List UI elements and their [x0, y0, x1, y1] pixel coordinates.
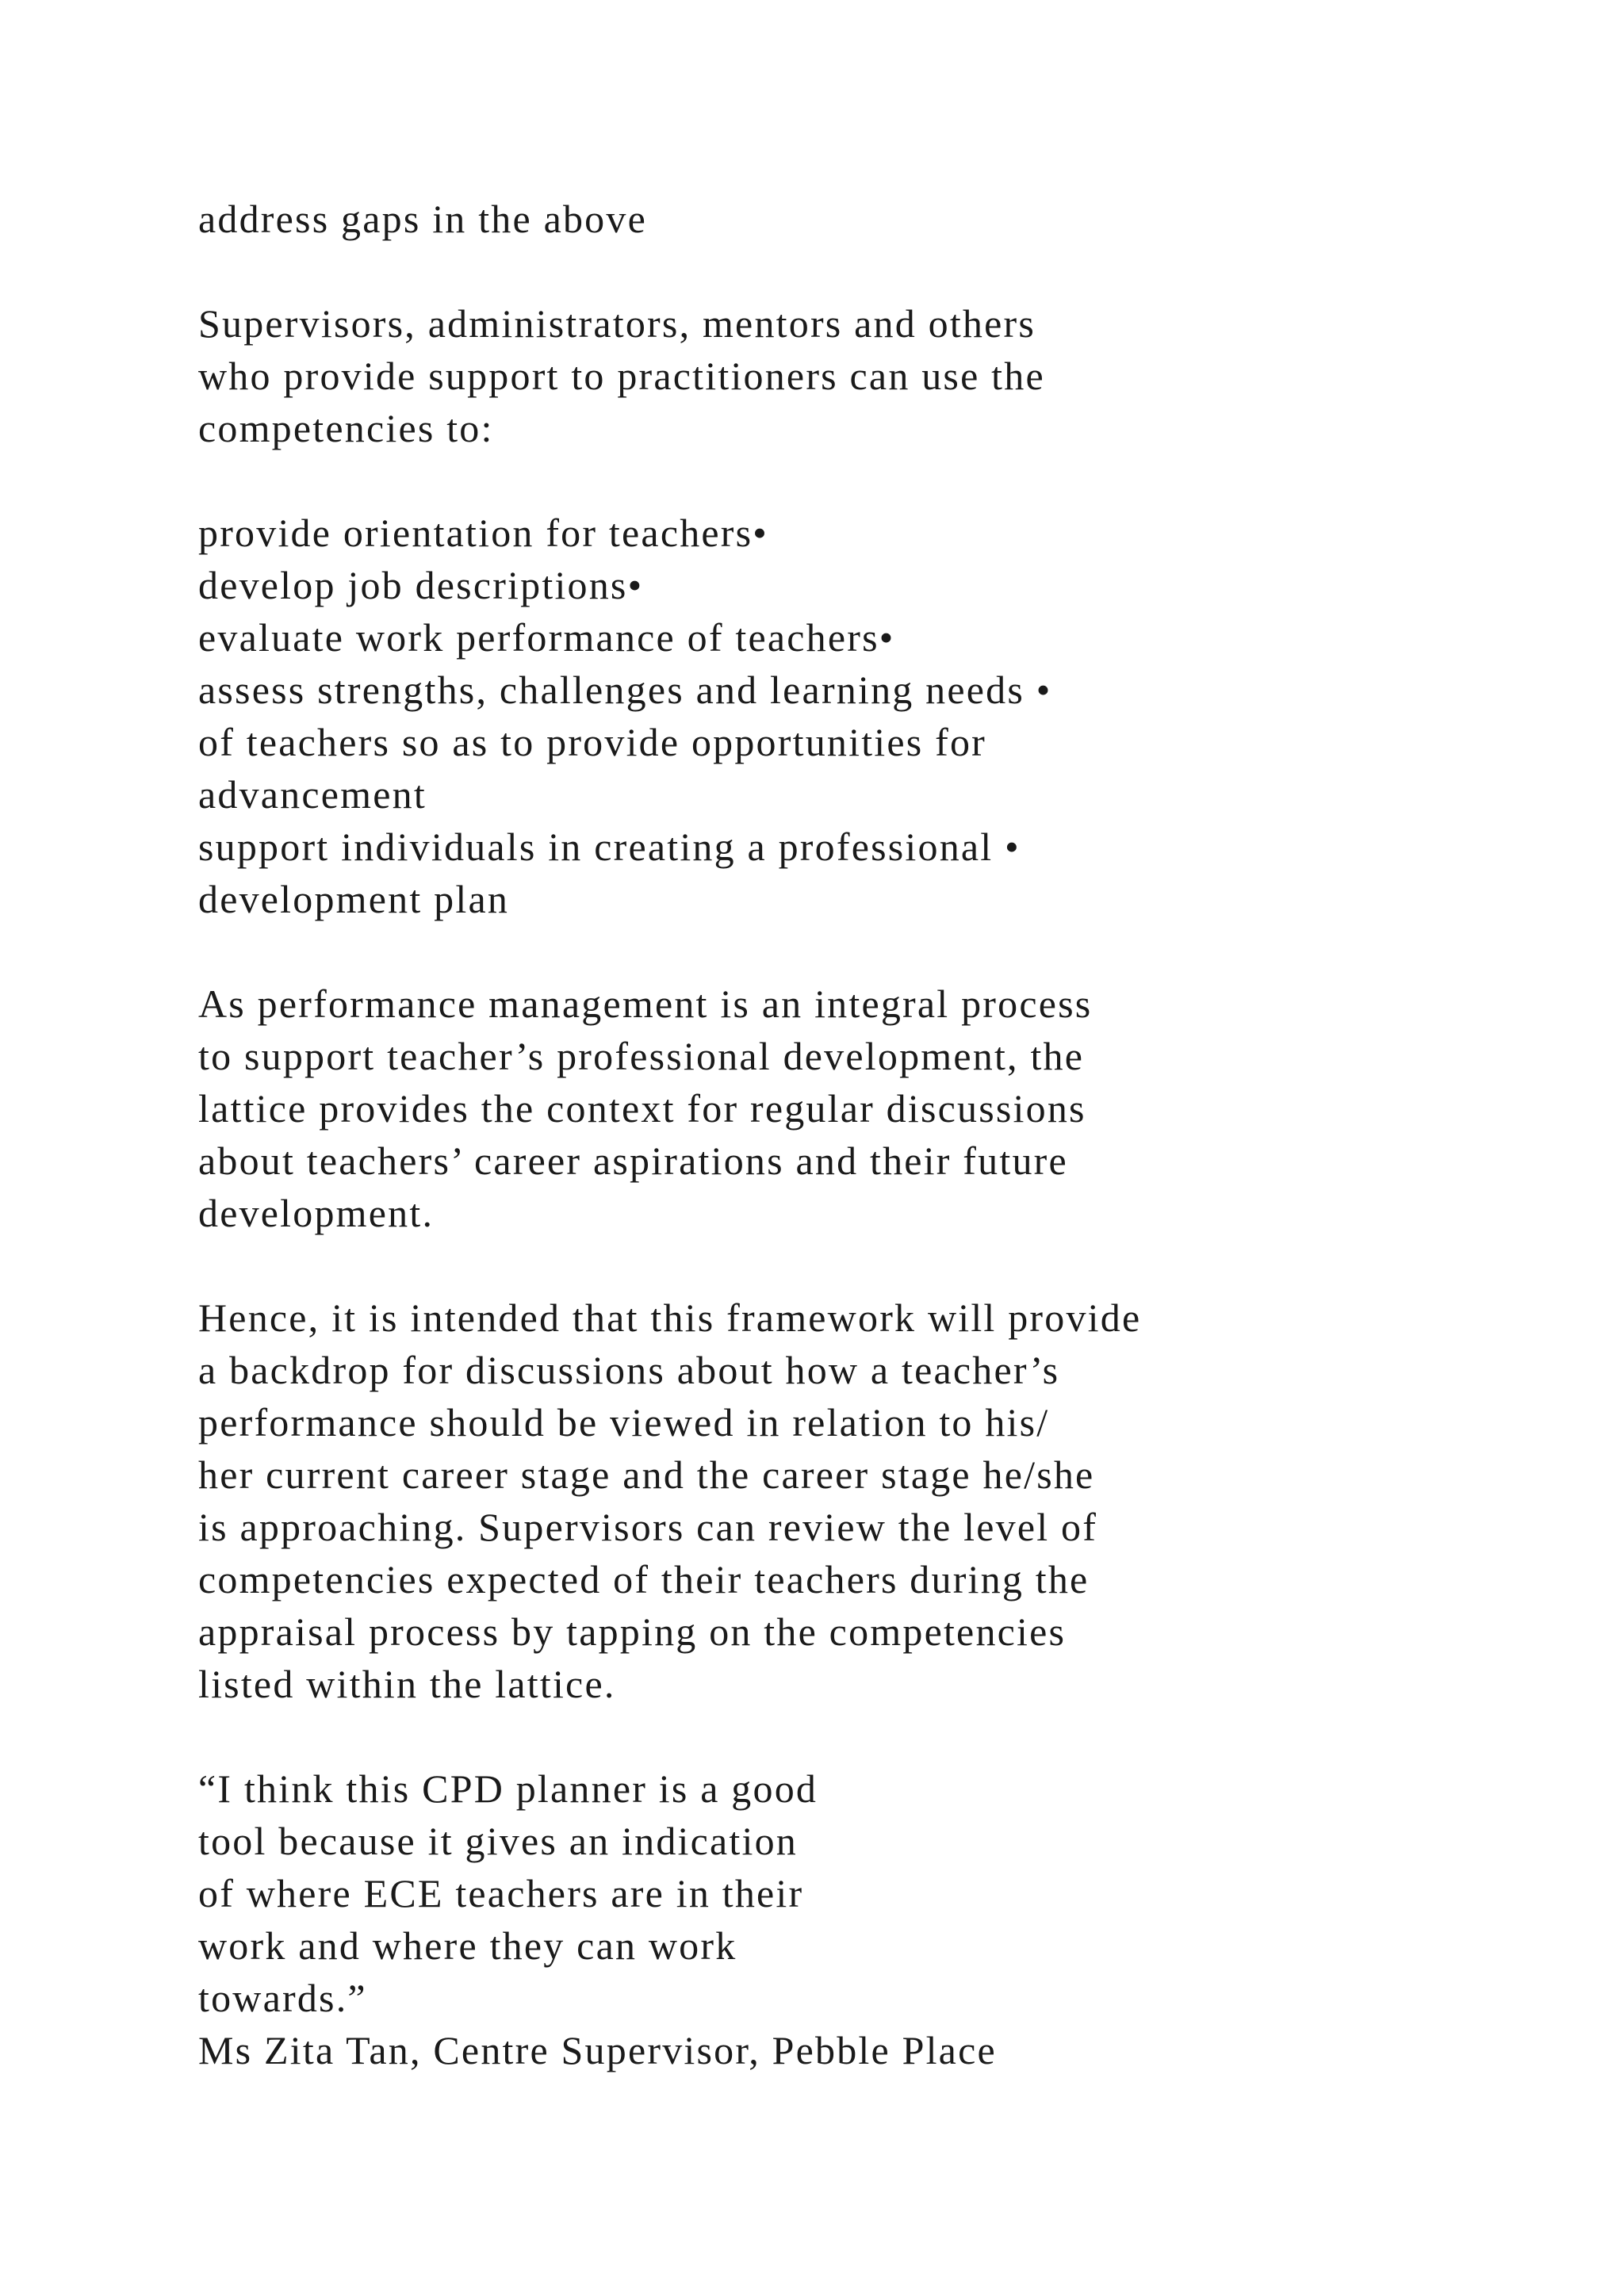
text-line: As performance management is an integral process — [198, 982, 1093, 1026]
text-line: appraisal process by tapping on the competencies — [198, 1609, 1067, 1654]
text-line: to support teacher’s professional development, the — [198, 1034, 1085, 1078]
quote-line: towards.” — [198, 1976, 367, 2020]
testimonial-quote — [198, 1762, 1546, 2076]
list-item: provide orientation for teachers• — [198, 511, 769, 555]
paragraph-gap — [198, 925, 1546, 978]
text-line: performance should be viewed in relation to his/ — [198, 1400, 1050, 1445]
text-line: listed within the lattice. — [198, 1662, 616, 1706]
text-line: Supervisors, administrators, mentors and others — [198, 301, 1036, 346]
paragraph-gap — [198, 245, 1546, 297]
text-line: competencies expected of their teachers during the — [198, 1557, 1090, 1601]
quote-line: “I think this CPD planner is a good — [198, 1766, 818, 1811]
quote-line: tool because it gives an indication — [198, 1819, 798, 1863]
list-item: evaluate work performance of teachers• — [198, 615, 895, 660]
text-line: her current career stage and the career stage he/she — [198, 1452, 1095, 1497]
quote-line: work and where they can work — [198, 1923, 737, 1968]
text-line: is approaching. Supervisors can review the level of — [198, 1505, 1098, 1549]
supervisors-paragraph — [198, 297, 1546, 454]
list-item: development plan — [198, 877, 510, 921]
text-line: who provide support to practitioners can use the — [198, 354, 1045, 398]
list-item: assess strengths, challenges and learning needs • — [198, 668, 1052, 712]
quote-line: of where ECE teachers are in their — [198, 1871, 804, 1915]
paragraph-gap — [198, 454, 1546, 507]
text-line: about teachers’ career aspirations and their future — [198, 1138, 1068, 1183]
paragraph-gap — [198, 1239, 1546, 1292]
intro-fragment — [198, 193, 1546, 245]
quote-attribution: Ms Zita Tan, Centre Supervisor, Pebble Place — [198, 2028, 997, 2072]
paragraph-gap — [198, 1710, 1546, 1762]
performance-paragraph — [198, 978, 1546, 1239]
text-line: development. — [198, 1191, 435, 1235]
text-line: Hence, it is intended that this framework will provide — [198, 1295, 1142, 1340]
list-item: develop job descriptions• — [198, 563, 644, 607]
document-body — [198, 193, 1546, 2076]
text-line: lattice provides the context for regular discussions — [198, 1086, 1086, 1131]
text-line: address gaps in the above — [198, 197, 647, 241]
uses-list — [198, 507, 1546, 925]
text-line: competencies to: — [198, 406, 494, 450]
list-item: of teachers so as to provide opportunities for — [198, 720, 987, 764]
list-item: advancement — [198, 772, 427, 817]
text-line: a backdrop for discussions about how a teacher’s — [198, 1348, 1060, 1392]
list-item: support individuals in creating a professional • — [198, 825, 1021, 869]
framework-paragraph — [198, 1292, 1546, 1710]
